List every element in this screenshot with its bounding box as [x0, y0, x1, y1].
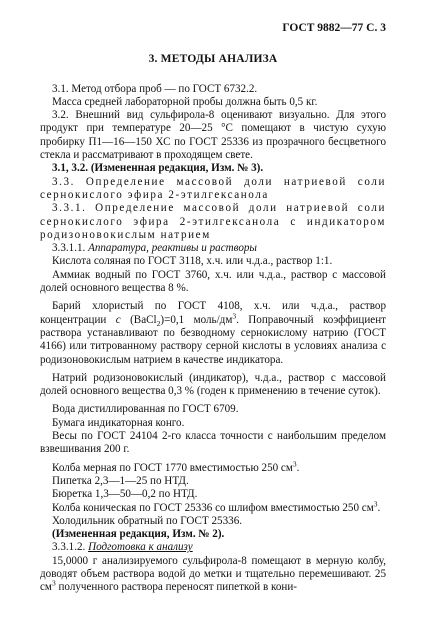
paragraph-3-3: 3.3. Определение массовой доли натриевой соли сернокислого эфира 2-этилгексанола — [40, 175, 386, 201]
reagent-hydrochloric-acid: Кислота соляная по ГОСТ 3118, х.ч. или ч.д.а., раствор 1:1. — [52, 255, 333, 268]
subsection-number: 3.3.1.1. — [52, 242, 86, 255]
section-title: 3. МЕТОДЫ АНАЛИЗА — [148, 53, 278, 66]
paragraph-3-1: 3.1. Метод отбора проб — по ГОСТ 6732.2. — [52, 82, 258, 95]
reagent-barium-chloride: Барий хлористый по ГОСТ 4108, х.ч. или ч.д.а., раствор концентрации c (BaCl$_2$)=0,1 моль/$дм^3$. Поправочный коэффициент раствора устанавливают по безводному сернокислому натрию (ГОСТ 4166) или титрованному раствору серной кислоты в условиях анализа с родизоновокислым натрием в качестве индикатора. — [40, 300, 387, 366]
document-page — [40, 22, 386, 595]
paragraph-3-2: 3.2. Внешний вид сульфирола-8 оценивают визуально. Для этого продукт при температуре 20—25 °С помещают в чистую сухую пробирку П1—16—150 ХС по ГОСТ 25336 из прозрачного бесцветного стекла и рассматривают в проходящем свете. — [40, 109, 386, 162]
subsection-title: Аппаратура, реактивы и растворы — [88, 242, 257, 255]
subsection-number: 3.3.1.2. — [52, 541, 86, 554]
item-volumetric-flask: Колба мерная по ГОСТ 1770 вместимостью 250 $см^3$. — [52, 458, 300, 474]
subsection-title: Подготовка к анализу — [88, 541, 193, 554]
paragraph-3-3-1: 3.3.1. Определение массовой доли натриевой соли сернокислого эфира 2-этилгексанола с индикатором родизоновокислым натрием — [40, 202, 386, 241]
page-header: ГОСТ 9882—77 С. 3 — [282, 22, 386, 34]
item-conical-flask: Колба коническая по ГОСТ 25336 со шлифом вместимостью 250 $см^3$. — [52, 498, 381, 514]
item-pipette: Пипетка 2,3—1—25 по НТД. — [52, 474, 189, 487]
reagent-distilled-water: Вода дистиллированная по ГОСТ 6709. — [52, 403, 239, 416]
item-burette: Бюретка 1,3—50—0,2 по НТД. — [52, 488, 198, 501]
subsection-3-3-1-2 — [40, 541, 386, 554]
item-congo-paper: Бумага индикаторная конго. — [52, 416, 185, 429]
amendment-note-2: (Измененная редакция, Изм. № 2). — [52, 528, 225, 541]
paragraph-preparation: 15,0000 г анализируемого сульфирола-8 помещают в мерную колбу, доводят объем раствора водой до метки и тщательно перемешивают. 25 $см^3$ полученного раствора переносят пипеткой в кони- — [40, 554, 386, 594]
reagent-sodium-rhodizonate: Натрий родизоновокислый (индикатор), ч.д.а., раствор с массовой долей основного вещества 0,3 % (годен к применению в течение суток). — [40, 371, 386, 398]
item-reflux-condenser: Холодильник обратный по ГОСТ 25336. — [52, 514, 243, 527]
reagent-ammonia: Аммиак водный по ГОСТ 3760, х.ч. или ч.д.а., раствор с массовой долей основного вещества 8 %. — [40, 268, 386, 295]
item-scales: Весы по ГОСТ 24104 2-го класса точности с наибольшим пределом взвешивания 200 г. — [40, 430, 386, 456]
subsection-3-3-1-1 — [40, 242, 386, 255]
amendment-note-3: 3.1, 3.2. (Измененная редакция, Изм. № 3). — [52, 162, 264, 175]
paragraph-sample-mass: Масса средней лабораторной пробы должна быть 0,5 кг. — [52, 95, 318, 108]
